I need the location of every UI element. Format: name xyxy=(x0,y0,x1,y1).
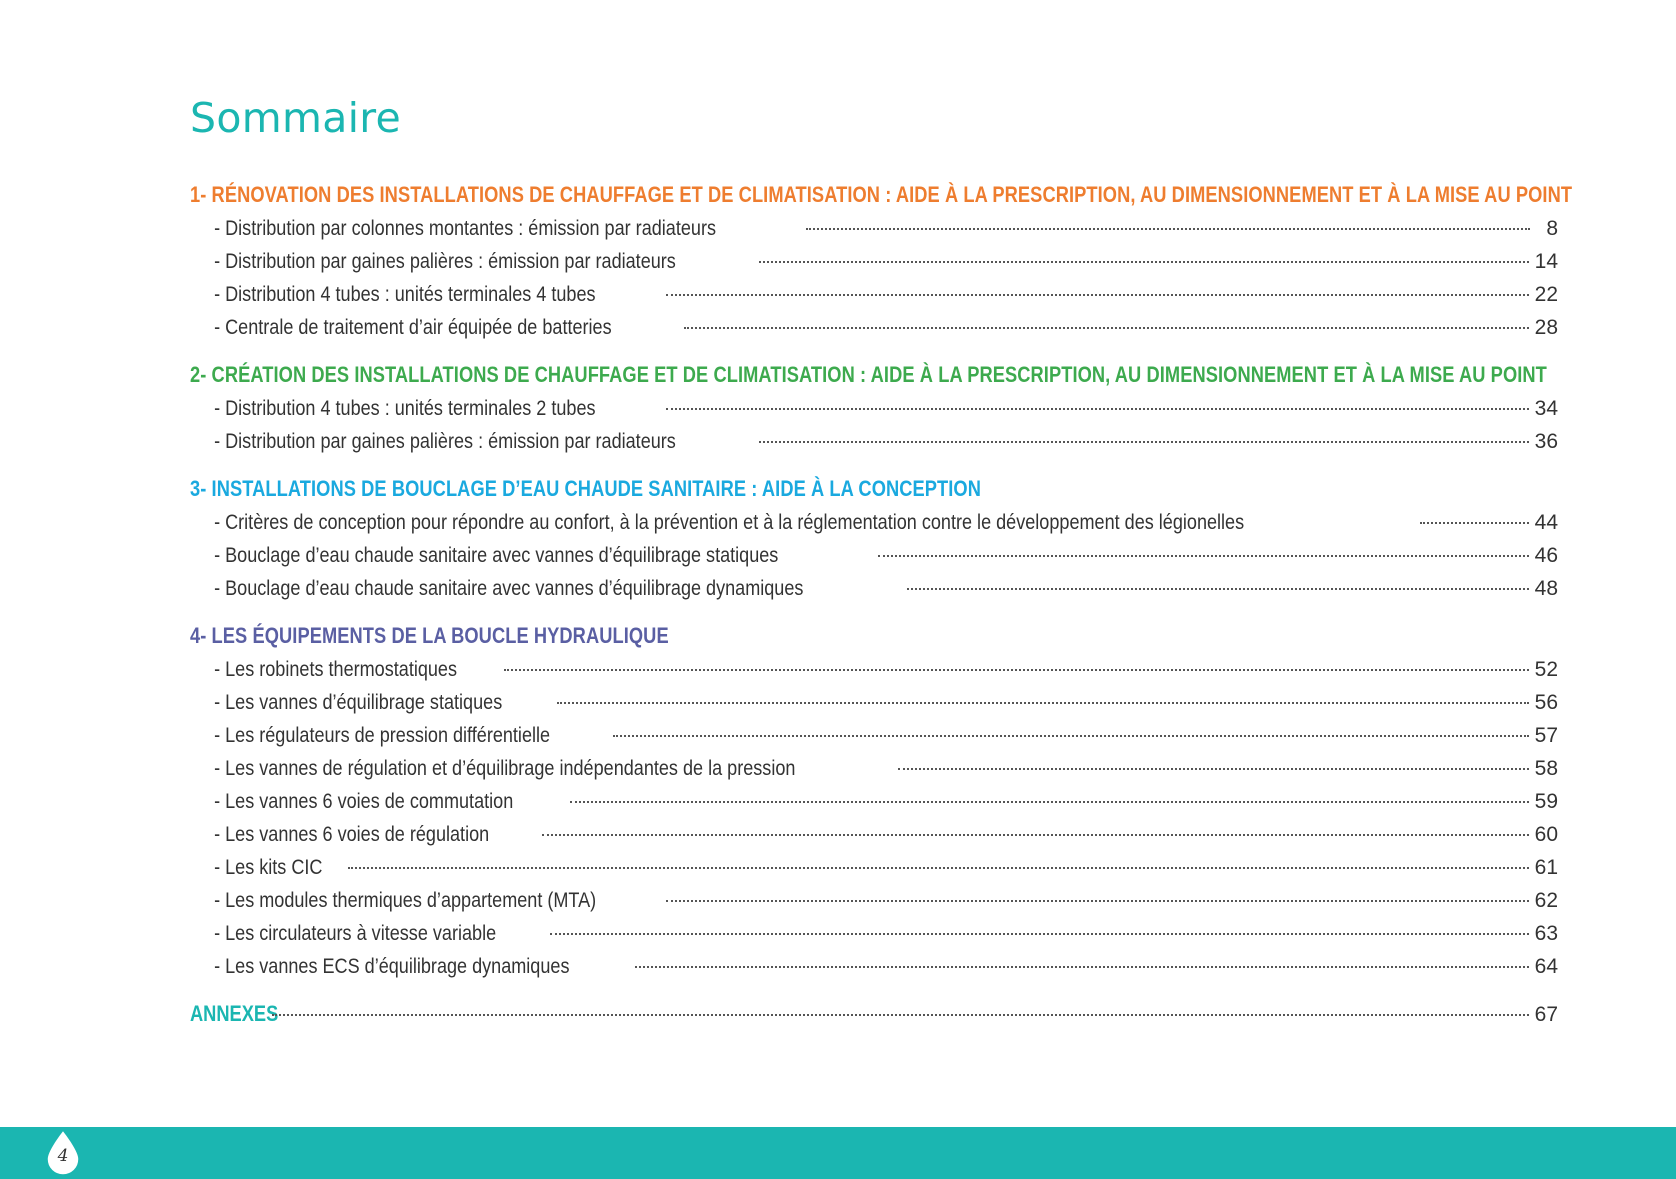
toc-entry[interactable] xyxy=(190,506,1558,539)
footer-band xyxy=(0,1127,1676,1179)
toc-entry[interactable] xyxy=(190,245,1558,278)
toc-entry-page: 59 xyxy=(1534,790,1558,813)
toc-section-4 xyxy=(190,619,1558,983)
toc-entry-label: - Bouclage d’eau chaude sanitaire avec vannes d’équilibrage statiques xyxy=(214,544,779,567)
toc-entry[interactable] xyxy=(190,425,1558,458)
dot-leader xyxy=(635,966,1528,968)
table-of-contents xyxy=(190,178,1573,1031)
toc-entry-label: - Les vannes ECS d’équilibrage dynamiques xyxy=(214,955,570,978)
toc-entry-page: 58 xyxy=(1534,757,1558,780)
toc-entry-page: 60 xyxy=(1534,823,1558,846)
dot-leader xyxy=(348,867,1529,869)
dot-leader xyxy=(504,669,1528,671)
toc-entry-label: - Les vannes 6 voies de commutation xyxy=(214,790,514,813)
toc-entry-label: - Distribution 4 tubes : unités terminales 2 tubes xyxy=(214,397,596,420)
toc-entry-label: - Les modules thermiques d’appartement (MTA) xyxy=(214,889,597,912)
dot-leader xyxy=(613,735,1529,737)
toc-entry[interactable] xyxy=(190,719,1558,752)
toc-entry[interactable] xyxy=(190,653,1558,686)
dot-leader xyxy=(666,408,1529,410)
toc-entry[interactable] xyxy=(190,572,1558,605)
toc-entry[interactable] xyxy=(190,884,1558,917)
toc-entry[interactable] xyxy=(190,950,1558,983)
toc-entry[interactable] xyxy=(190,311,1558,344)
dot-leader xyxy=(666,900,1528,902)
toc-entry-page: 34 xyxy=(1534,397,1558,420)
dot-leader xyxy=(666,294,1529,296)
toc-entry-page: 62 xyxy=(1534,889,1558,912)
toc-entry-label: - Les vannes 6 voies de régulation xyxy=(214,823,490,846)
toc-entry-label: - Distribution 4 tubes : unités terminales 4 tubes xyxy=(214,283,596,306)
dot-leader xyxy=(759,441,1529,443)
toc-section-2 xyxy=(190,358,1558,458)
section-title[interactable]: 4- LES ÉQUIPEMENTS DE LA BOUCLE HYDRAULIQUE xyxy=(190,623,669,648)
toc-entry-page: 44 xyxy=(1534,511,1558,534)
toc-entry[interactable] xyxy=(190,785,1558,818)
toc-entry[interactable] xyxy=(190,818,1558,851)
toc-entry-label: - Critères de conception pour répondre au confort, à la prévention et à la réglementation contre le développement des légionelles xyxy=(214,511,1245,534)
toc-entry-page: 63 xyxy=(1534,922,1558,945)
dot-leader xyxy=(907,588,1528,590)
toc-entry[interactable] xyxy=(190,278,1558,311)
dot-leader xyxy=(542,834,1529,836)
toc-entry-label: - Les kits CIC xyxy=(214,856,323,879)
toc-entry-label: - Les vannes d’équilibrage statiques xyxy=(214,691,503,714)
toc-entry[interactable] xyxy=(190,917,1558,950)
annexes-label: ANNEXES xyxy=(190,1001,279,1026)
toc-entry-annexes[interactable] xyxy=(190,997,1558,1031)
section-title[interactable]: 2- CRÉATION DES INSTALLATIONS DE CHAUFFAGE ET DE CLIMATISATION : AIDE À LA PRESCRIPTION, AU DIMENSIONNEMENT ET À LA MISE AU POINT xyxy=(190,362,1547,387)
toc-entry-label: - Distribution par gaines palières : émission par radiateurs xyxy=(214,250,676,273)
dot-leader xyxy=(759,261,1529,263)
toc-entry[interactable] xyxy=(190,212,1558,245)
page-number: 4 xyxy=(57,1146,69,1166)
page-title: Sommaire xyxy=(190,94,402,142)
toc-entry-page: 36 xyxy=(1534,430,1558,453)
toc-section-3 xyxy=(190,472,1558,605)
toc-entry-page: 46 xyxy=(1534,544,1558,567)
toc-entry-page: 61 xyxy=(1534,856,1558,879)
dot-leader xyxy=(570,801,1529,803)
toc-entry-page: 52 xyxy=(1534,658,1558,681)
dot-leader xyxy=(272,1014,1529,1016)
dot-leader xyxy=(550,933,1529,935)
toc-entry[interactable] xyxy=(190,539,1558,572)
toc-entry[interactable] xyxy=(190,686,1558,719)
toc-entry-page: 56 xyxy=(1534,691,1558,714)
toc-entry-label: - Les robinets thermostatiques xyxy=(214,658,458,681)
annexes-page: 67 xyxy=(1534,1003,1558,1026)
toc-entry-label: - Les circulateurs à vitesse variable xyxy=(214,922,497,945)
toc-entry-page: 14 xyxy=(1534,250,1558,273)
dot-leader xyxy=(878,555,1529,557)
toc-entry-label: - Les régulateurs de pression différentielle xyxy=(214,724,551,747)
toc-entry-page: 64 xyxy=(1534,955,1558,978)
section-title[interactable]: 1- RÉNOVATION DES INSTALLATIONS DE CHAUFFAGE ET DE CLIMATISATION : AIDE À LA PRESCRIPTION, AU DIMENSIONNEMENT ET À LA MISE AU POINT xyxy=(190,182,1573,207)
toc-entry-page: 8 xyxy=(1546,217,1558,240)
dot-leader xyxy=(806,228,1530,230)
toc-entry-page: 28 xyxy=(1534,316,1558,339)
dot-leader xyxy=(684,327,1528,329)
toc-entry-label: - Distribution par colonnes montantes : émission par radiateurs xyxy=(214,217,716,240)
toc-entry-page: 22 xyxy=(1534,283,1558,306)
toc-entry-page: 57 xyxy=(1534,724,1558,747)
toc-entry[interactable] xyxy=(190,851,1558,884)
toc-entry-label: - Distribution par gaines palières : émission par radiateurs xyxy=(214,430,676,453)
toc-entry-label: - Centrale de traitement d’air équipée de batteries xyxy=(214,316,612,339)
toc-entry-label: - Les vannes de régulation et d’équilibrage indépendantes de la pression xyxy=(214,757,796,780)
toc-entry[interactable] xyxy=(190,392,1558,425)
toc-section-1 xyxy=(190,178,1573,344)
section-title[interactable]: 3- INSTALLATIONS DE BOUCLAGE D’EAU CHAUDE SANITAIRE : AIDE À LA CONCEPTION xyxy=(190,476,982,501)
dot-leader xyxy=(557,702,1529,704)
toc-entry-page: 48 xyxy=(1534,577,1558,600)
dot-leader xyxy=(898,768,1529,770)
toc-entry-label: - Bouclage d’eau chaude sanitaire avec vannes d’équilibrage dynamiques xyxy=(214,577,804,600)
toc-entry[interactable] xyxy=(190,752,1558,785)
dot-leader xyxy=(1420,522,1529,524)
